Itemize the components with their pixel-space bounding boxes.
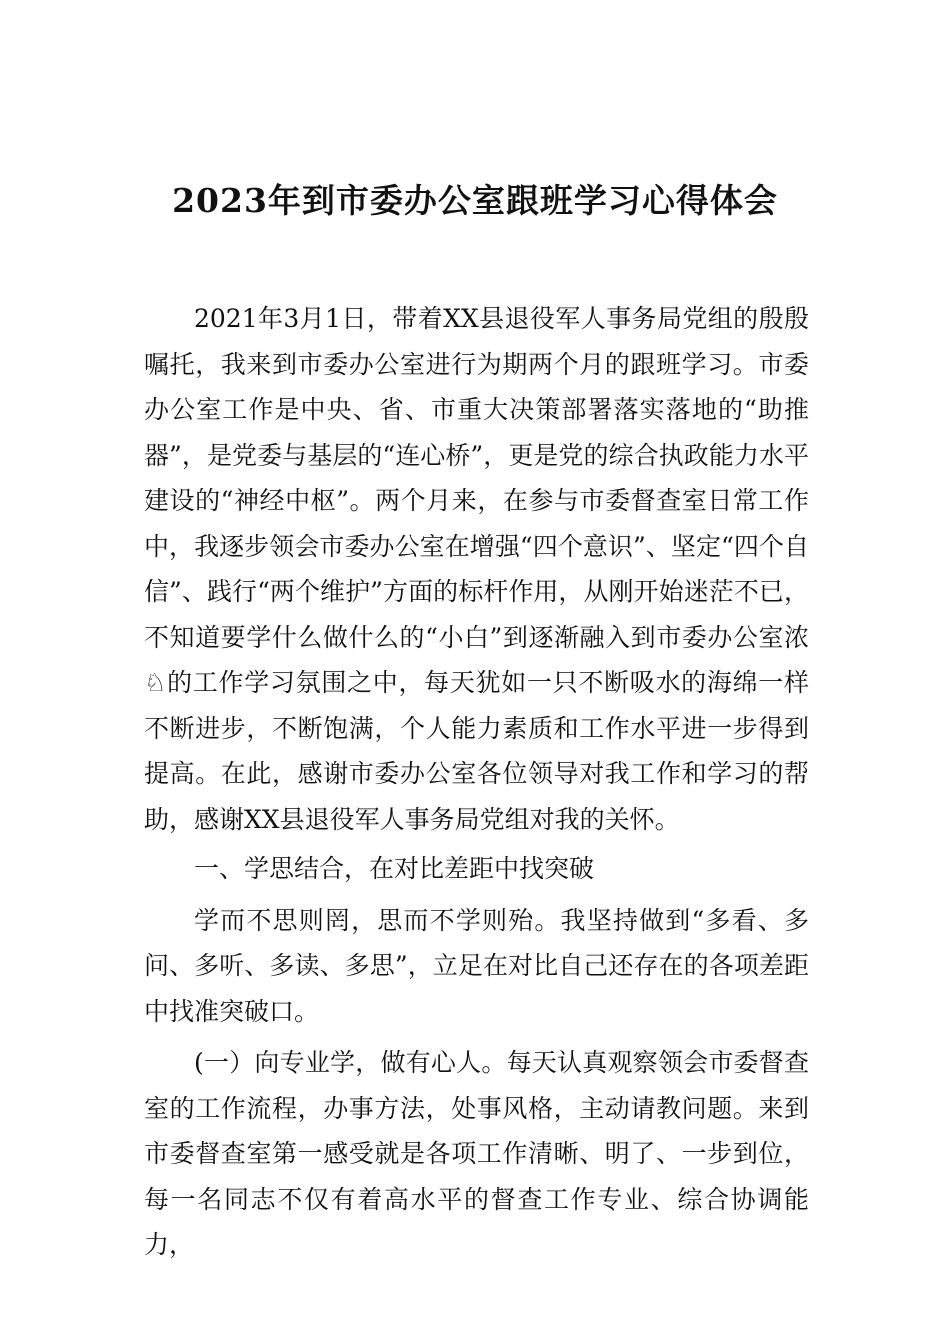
document-body	[144, 296, 809, 1268]
document-title: 2023年到市委办公室跟班学习心得体会	[172, 181, 778, 220]
paragraph-subsection-1: (一）向专业学，做有心人。每天认真观察领会市委督查室的工作流程，办事方法，处事风格，主动请教问题。来到市委督查室第一感受就是各项工作清晰、明了、一步到位， 每一名同志不仅有着高水平的督查工作专业、综合协调能力，	[144, 1048, 809, 1259]
section-heading-1: 一、学思结合，在对比差距中找突破	[194, 854, 595, 883]
paragraph-section-1-intro: 学而不思则罔，思而不学则殆。我坚持做到“多看、多问、多听、多读、多思”，立足在对比自己还存在的各项差距中找准突破口。	[144, 905, 809, 1026]
paragraph-intro: 2021年3月1日，带着XX县退役军人事务局党组的殷殷嘱托，我来到市委办公室进行为期两个月的跟班学习。市委办公室工作是中央、省、市重大决策部署落实落地的“助推器”，是党委与基层的“连心桥”，更是党的综合执政能力水平建设的“神经中枢”。两个月来，在参与市委督查室日常工作中，我逐步领会市委办公室在增强“四个意识”、坚定“四个自信”、践行“两个维护”方面的标杆作用，从刚开始迷茫不已，不知道要学什么做什么的“小白”到逐渐融入到市委办公室浓♘的工作学习氛围之中，每天犹如一只不断吸水的海绵一样不断进步，不断饱满，个人能力素质和工作水平进一步得到提高。在此，感谢市委办公室各位领导对我工作和学习的帮助，感谢XX县退役军人事务局党组对我的关怀。	[144, 304, 809, 834]
